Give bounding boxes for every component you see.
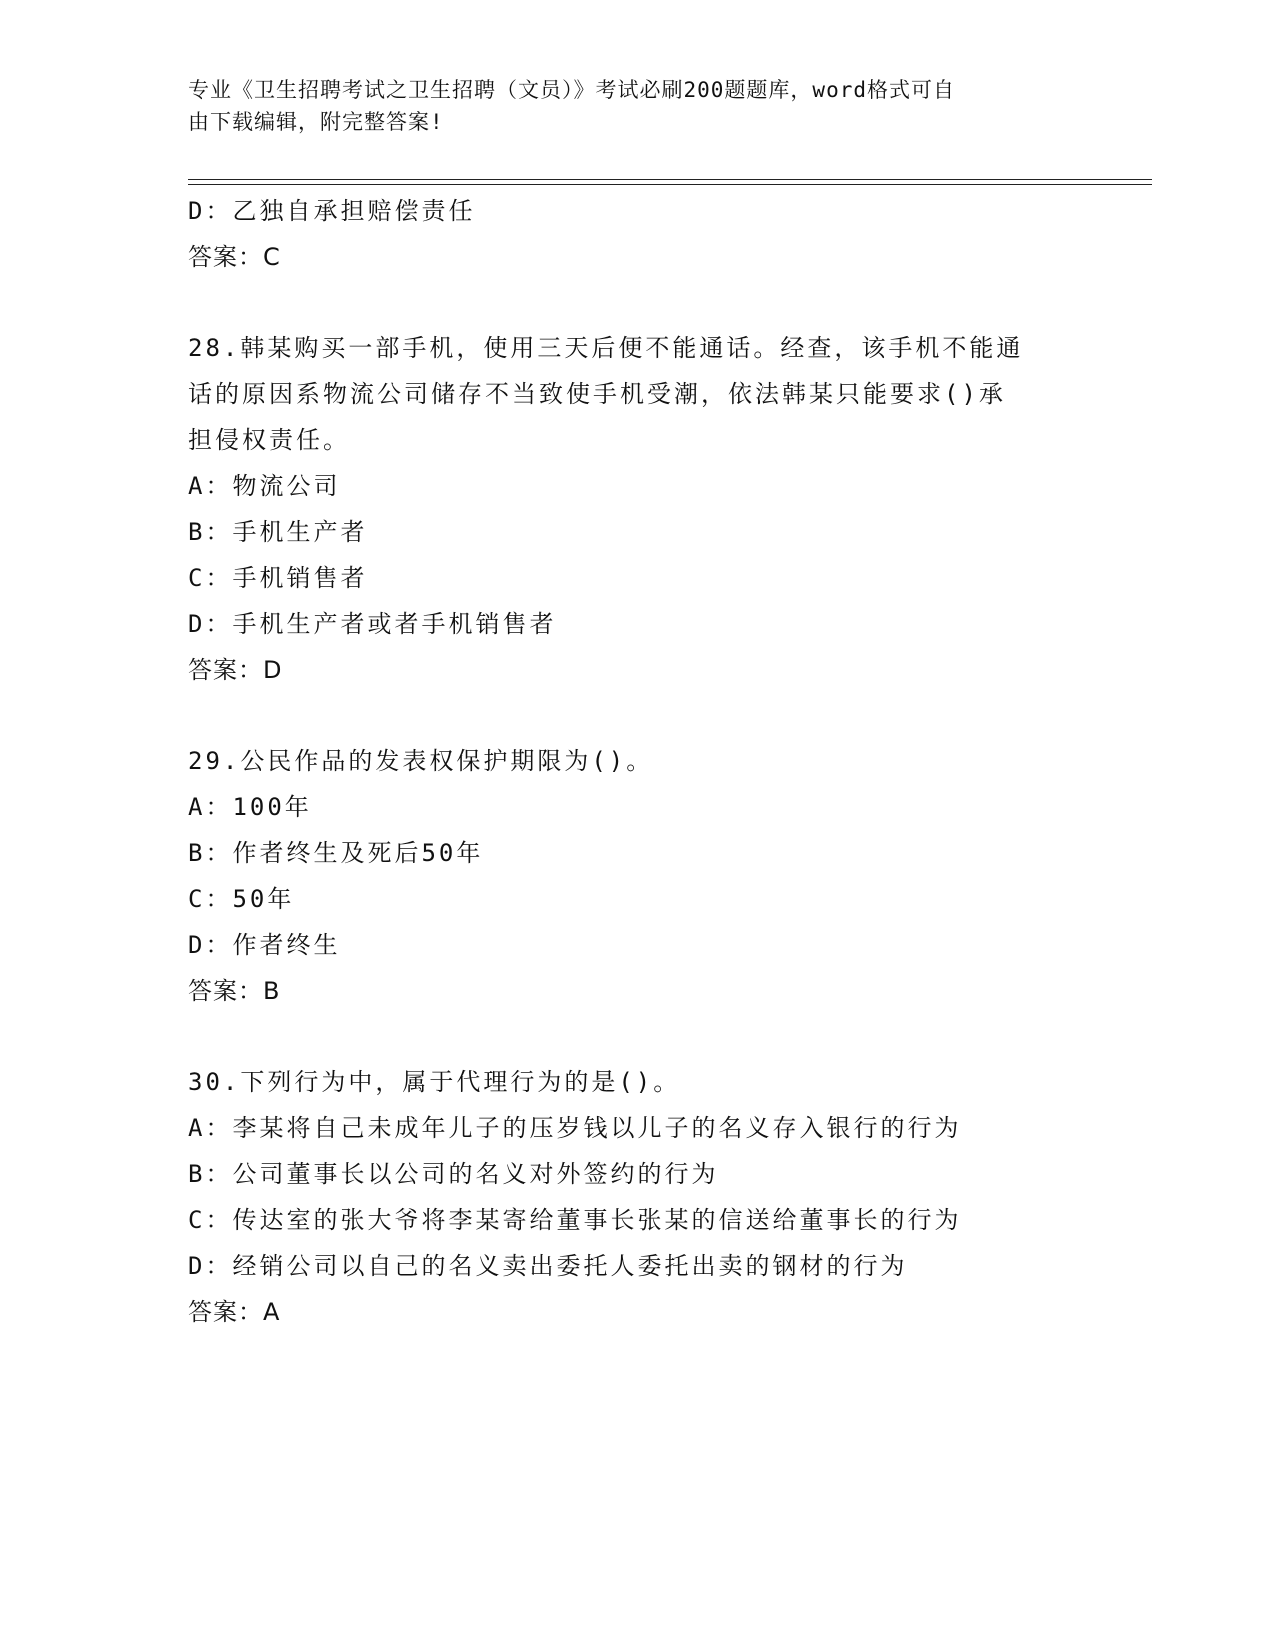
option-c: C：50年 (188, 885, 295, 913)
option-a: A：李某将自己未成年儿子的压岁钱以儿子的名义存入银行的行为 (188, 1114, 962, 1142)
question-stem-line-1: 28.韩某购买一部手机，使用三天后便不能通话。经查，该手机不能通 (188, 334, 1024, 362)
question-block-29 (188, 738, 1088, 1014)
question-block-28 (188, 325, 1088, 693)
option-d: D：乙独自承担赔偿责任 (188, 197, 476, 225)
answer-line: 答案：A (188, 1298, 281, 1326)
option-d: D：作者终生 (188, 931, 341, 959)
option-a: A：100年 (188, 793, 312, 821)
header-line-2: 由下载编辑，附完整答案! (188, 110, 444, 134)
question-block-30 (188, 1059, 1088, 1335)
spacer (188, 280, 1088, 325)
header-line-1: 专业《卫生招聘考试之卫生招聘（文员）》考试必刷200题题库，word格式可自 (188, 78, 955, 102)
answer-line: 答案：C (188, 243, 281, 271)
option-d: D：经销公司以自己的名义卖出委托人委托出卖的钢材的行为 (188, 1252, 908, 1280)
option-c: C：传达室的张大爷将李某寄给董事长张某的信送给董事长的行为 (188, 1206, 962, 1234)
option-a: A：物流公司 (188, 472, 341, 500)
option-b: B：作者终生及死后50年 (188, 839, 484, 867)
option-b: B：手机生产者 (188, 518, 368, 546)
question-block-prev (188, 188, 1088, 280)
question-stem: 29.公民作品的发表权保护期限为()。 (188, 747, 654, 775)
answer-line: 答案：D (188, 656, 283, 684)
answer-line: 答案：B (188, 977, 281, 1005)
question-stem-line-3: 担侵权责任。 (188, 426, 350, 454)
header-divider-bottom (188, 184, 1152, 185)
page-header (188, 74, 1068, 138)
question-stem-line-2: 话的原因系物流公司储存不当致使手机受潮，依法韩某只能要求()承 (188, 380, 1006, 408)
option-b: B：公司董事长以公司的名义对外签约的行为 (188, 1160, 719, 1188)
option-c: C：手机销售者 (188, 564, 368, 592)
option-d: D：手机生产者或者手机销售者 (188, 610, 557, 638)
question-list (188, 188, 1088, 1335)
header-divider-top (188, 179, 1152, 180)
spacer (188, 1014, 1088, 1059)
question-stem: 30.下列行为中，属于代理行为的是()。 (188, 1068, 681, 1096)
spacer (188, 693, 1088, 738)
